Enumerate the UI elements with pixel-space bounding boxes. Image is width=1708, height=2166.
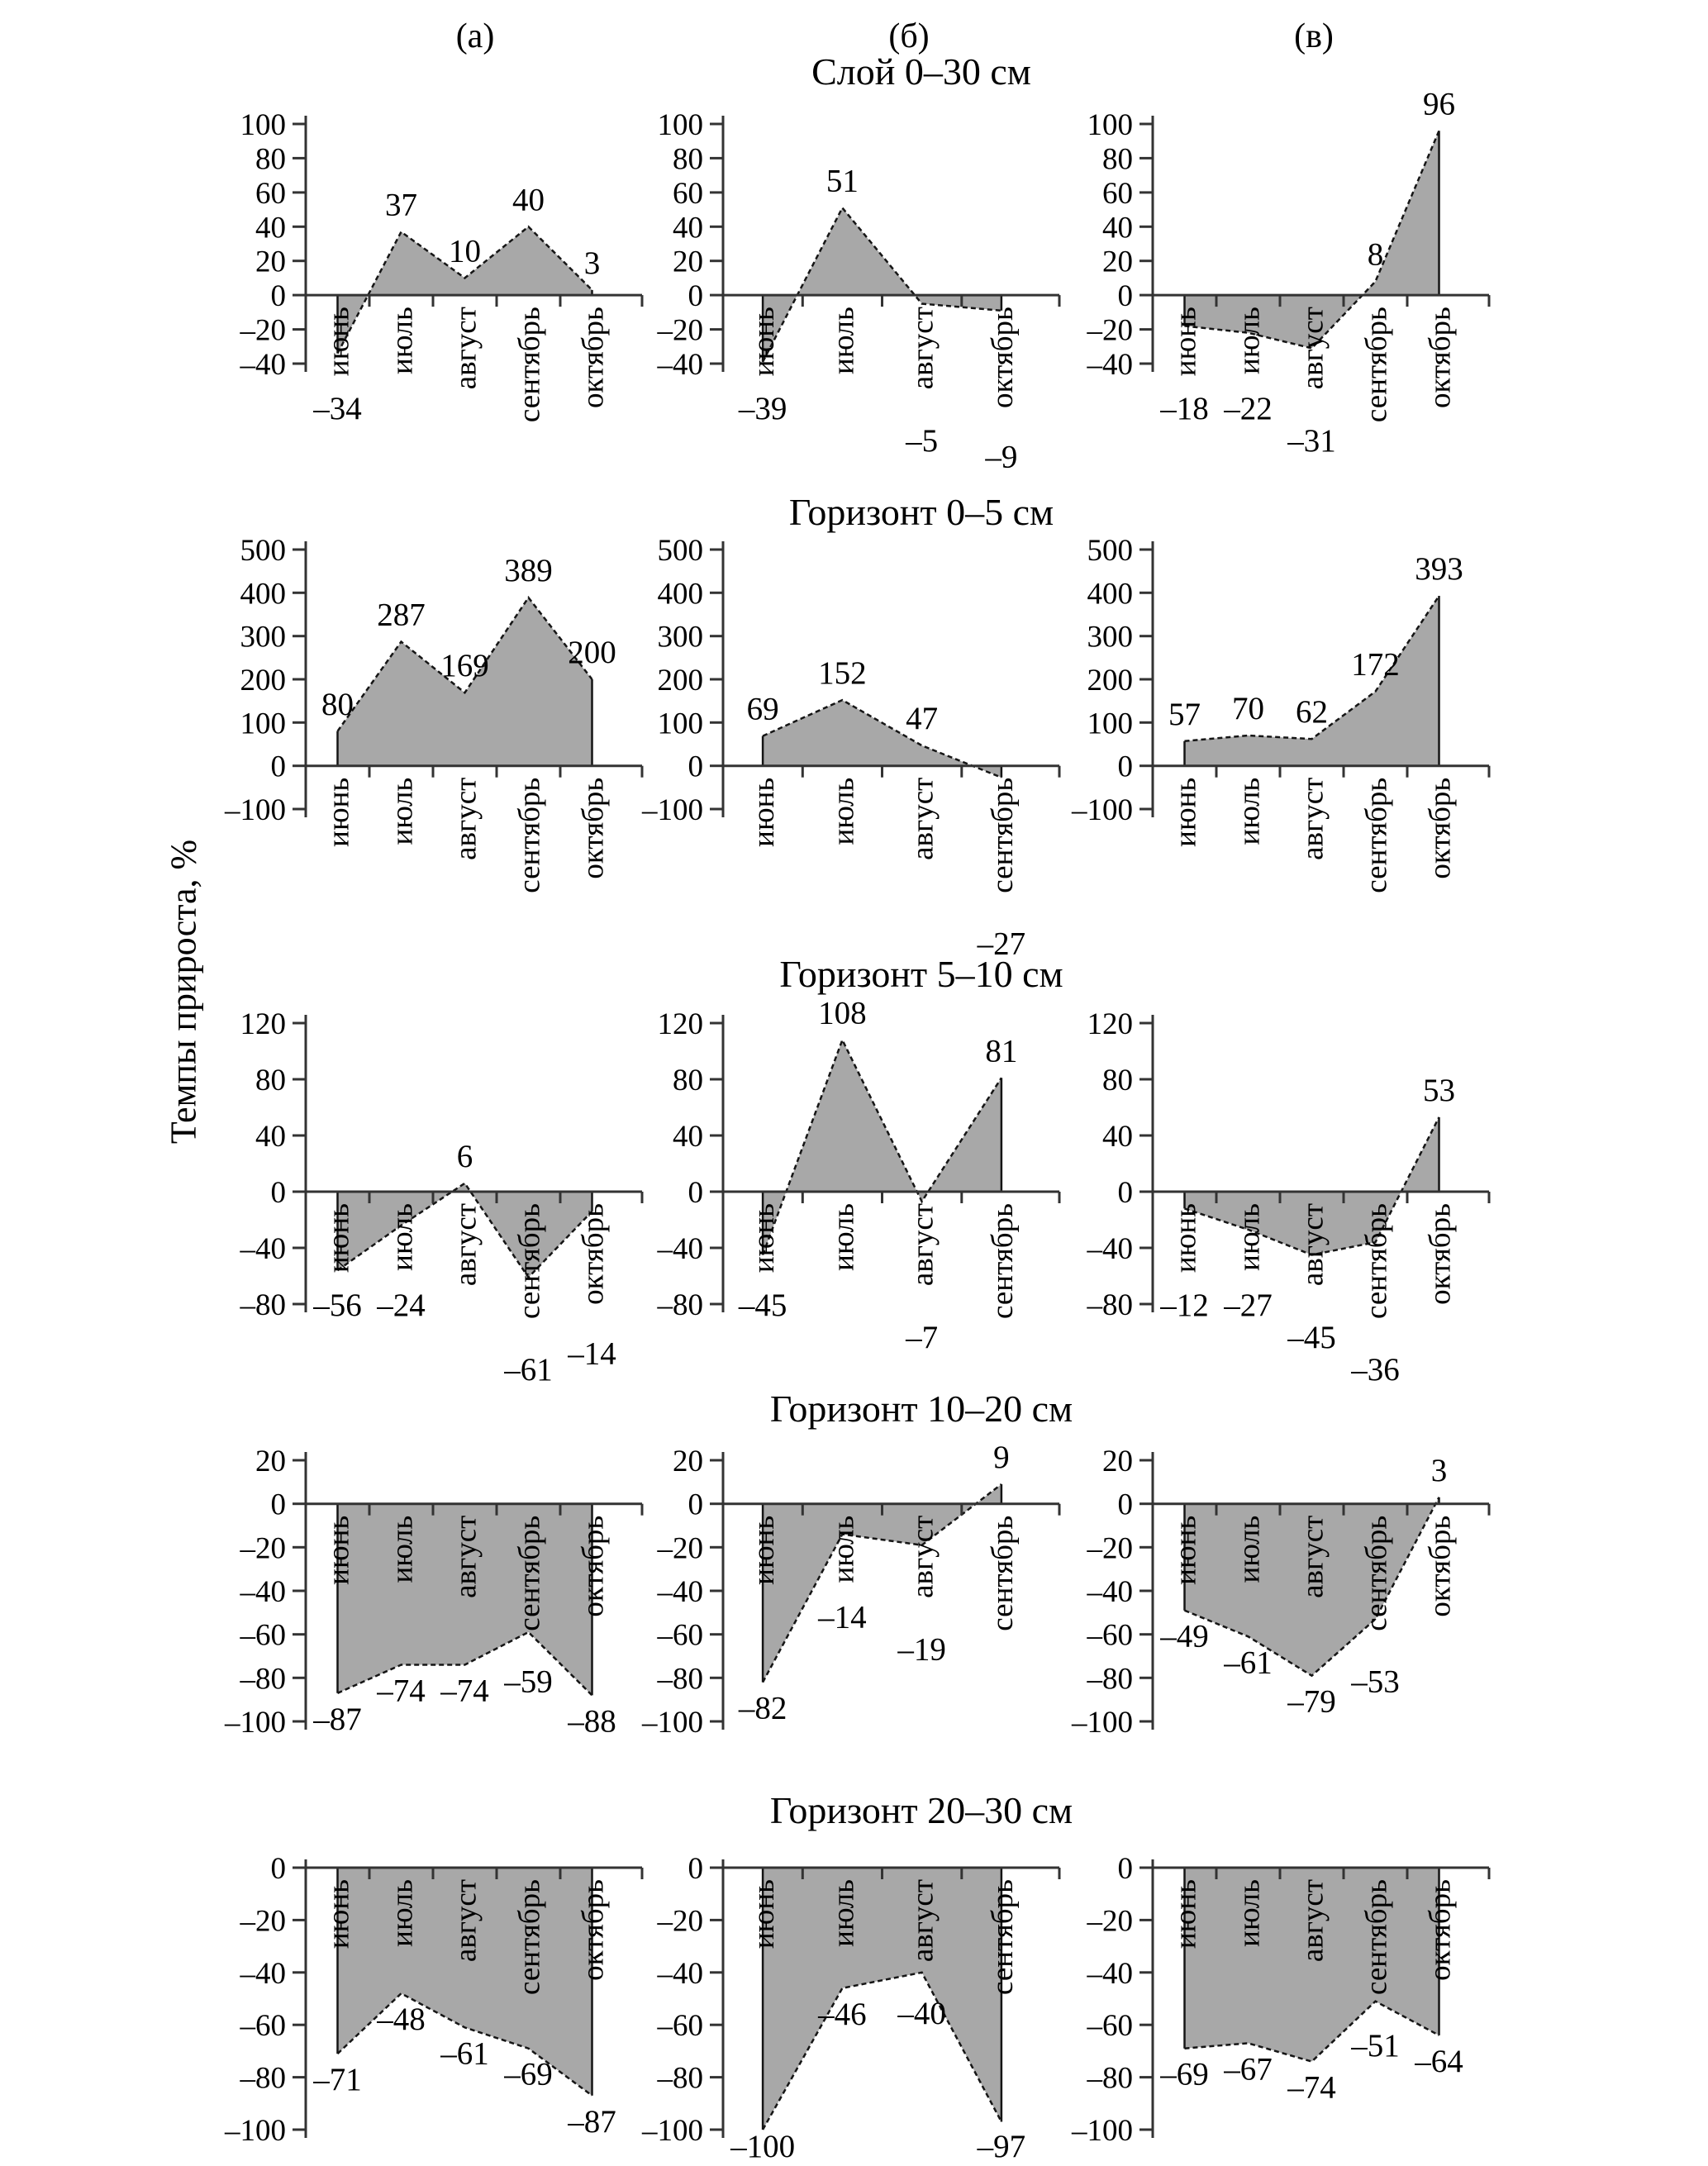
value-label: –88 — [568, 1703, 616, 1740]
y-tick-label: 100 — [657, 108, 703, 142]
y-tick-label: 40 — [673, 1120, 703, 1154]
panel-label-a: (а) — [455, 17, 495, 55]
x-tick-label: июнь — [747, 307, 782, 377]
y-tick-label: 400 — [240, 577, 286, 612]
x-tick-label: август — [906, 1879, 940, 1963]
y-tick-label: –100 — [642, 1706, 703, 1740]
value-label: –39 — [738, 391, 787, 427]
x-tick-label: сентябрь — [512, 777, 547, 893]
y-tick-label: –60 — [240, 1618, 286, 1653]
value-label: –31 — [1287, 423, 1336, 459]
x-tick-label: июль — [385, 307, 420, 374]
x-tick-label: сентябрь — [1359, 307, 1394, 423]
y-tick-label: 20 — [673, 245, 703, 279]
y-tick-label: 80 — [673, 142, 703, 177]
x-tick-label: октябрь — [1423, 1515, 1458, 1617]
y-tick-label: –100 — [642, 793, 703, 827]
area-fill — [1185, 596, 1439, 766]
x-tick-label: июнь — [1168, 1515, 1203, 1585]
area-fill — [763, 1040, 1001, 1254]
value-label: –45 — [1287, 1320, 1336, 1355]
x-tick-label: июнь — [321, 1515, 356, 1585]
y-tick-label: –40 — [657, 1575, 703, 1609]
y-tick-label: 20 — [673, 1445, 703, 1478]
y-tick-label: 100 — [240, 108, 286, 142]
y-tick-label: 40 — [255, 211, 286, 245]
value-label: 287 — [377, 597, 426, 633]
x-tick-label: август — [1296, 1879, 1330, 1963]
x-tick-label: июль — [1232, 307, 1267, 374]
chart-r5c2 — [624, 1822, 1120, 2166]
x-tick-label: июнь — [747, 1203, 782, 1273]
x-tick-label: июнь — [1168, 307, 1203, 377]
value-label: –74 — [1287, 2069, 1336, 2106]
value-label: 393 — [1415, 551, 1463, 587]
y-tick-label: 500 — [240, 534, 286, 568]
value-label: –87 — [568, 2103, 616, 2140]
y-tick-label: 100 — [1087, 108, 1133, 142]
y-tick-label: 80 — [1102, 1064, 1133, 1097]
value-label: –69 — [1160, 2056, 1209, 2092]
y-tick-label: 20 — [255, 245, 286, 279]
y-tick-label: –40 — [657, 1232, 703, 1266]
x-tick-label: август — [906, 777, 940, 860]
y-tick-label: 0 — [687, 279, 703, 314]
y-tick-label: 0 — [687, 1176, 703, 1210]
x-tick-label: июнь — [1168, 1879, 1203, 1949]
value-label: –40 — [897, 1996, 946, 2031]
x-tick-label: июнь — [321, 1203, 356, 1273]
value-label: –45 — [738, 1288, 787, 1323]
y-tick-label: 120 — [240, 1007, 286, 1041]
y-tick-label: –60 — [1087, 2009, 1133, 2044]
y-tick-label: –80 — [1087, 1662, 1133, 1697]
y-tick-label: –100 — [642, 2114, 703, 2148]
value-label: –24 — [377, 1288, 426, 1323]
y-tick-label: 60 — [1102, 176, 1133, 211]
y-tick-label: 100 — [657, 707, 703, 741]
value-label: –61 — [440, 2035, 489, 2072]
value-label: 8 — [1367, 236, 1384, 273]
y-tick-label: 120 — [657, 1007, 703, 1041]
panel-label-v: (в) — [1294, 17, 1334, 55]
y-tick-label: –100 — [1072, 1706, 1133, 1740]
value-label: –53 — [1351, 1664, 1400, 1700]
value-label: –79 — [1287, 1683, 1336, 1720]
x-tick-label: июль — [385, 1515, 420, 1583]
x-tick-label: июль — [826, 1203, 861, 1271]
y-tick-label: 0 — [687, 1852, 703, 1886]
value-label: –27 — [977, 926, 1026, 962]
y-tick-label: –40 — [240, 1956, 286, 1991]
value-label: –61 — [1224, 1645, 1273, 1681]
x-tick-label: июнь — [747, 1515, 782, 1585]
y-tick-label: 0 — [270, 279, 286, 314]
x-tick-label: октябрь — [1423, 777, 1458, 879]
x-tick-label: октябрь — [985, 307, 1020, 408]
x-tick-label: октябрь — [1423, 307, 1458, 408]
y-tick-label: –80 — [240, 1288, 286, 1322]
value-label: –69 — [504, 2056, 553, 2092]
x-tick-label: август — [1296, 777, 1330, 860]
y-tick-label: 20 — [1102, 1445, 1133, 1478]
chart-r2c2 — [624, 504, 1120, 1024]
x-tick-label: июль — [1232, 777, 1267, 845]
y-tick-label: 0 — [270, 1488, 286, 1522]
value-label: –12 — [1160, 1288, 1209, 1323]
y-tick-label: 0 — [1117, 1852, 1133, 1886]
x-tick-label: июнь — [1168, 1203, 1203, 1273]
y-tick-label: 0 — [687, 1488, 703, 1522]
y-tick-label: –40 — [240, 1232, 286, 1266]
y-tick-label: –20 — [1087, 1904, 1133, 1939]
value-label: 389 — [504, 553, 553, 589]
y-tick-label: –80 — [1087, 2061, 1133, 2096]
x-tick-label: сентябрь — [985, 1879, 1020, 1995]
y-tick-label: –100 — [1072, 2114, 1133, 2148]
value-label: 172 — [1351, 646, 1400, 683]
y-tick-label: –20 — [657, 1904, 703, 1939]
value-label: 3 — [1430, 1452, 1448, 1488]
x-tick-label: июнь — [747, 777, 782, 847]
y-tick-label: 80 — [255, 1064, 286, 1097]
x-tick-label: июнь — [747, 1879, 782, 1949]
x-tick-label: сентябрь — [1359, 777, 1394, 893]
y-tick-label: 80 — [255, 142, 286, 177]
x-tick-label: сентябрь — [1359, 1203, 1394, 1319]
value-label: –51 — [1351, 2028, 1400, 2064]
y-tick-label: 100 — [240, 707, 286, 741]
value-label: 81 — [985, 1033, 1018, 1069]
value-label: 57 — [1168, 696, 1201, 732]
value-label: 47 — [906, 701, 939, 737]
y-tick-label: –80 — [240, 1662, 286, 1697]
x-tick-label: август — [1296, 307, 1330, 390]
x-tick-label: июль — [826, 777, 861, 845]
x-tick-label: август — [906, 1203, 940, 1287]
value-label: 51 — [825, 163, 859, 199]
y-tick-label: –60 — [657, 2009, 703, 2044]
area-fill — [763, 208, 1001, 362]
x-tick-label: июль — [385, 1203, 420, 1271]
x-tick-label: июль — [1232, 1515, 1267, 1583]
y-tick-label: –20 — [240, 1904, 286, 1939]
y-tick-label: –40 — [240, 348, 286, 382]
y-axis-title: Темпы прироста, % — [163, 839, 204, 1145]
value-label: –14 — [818, 1599, 867, 1635]
x-tick-label: октябрь — [576, 1203, 611, 1305]
value-label: –48 — [377, 2002, 426, 2038]
area-fill — [763, 1868, 1001, 2130]
x-tick-label: октябрь — [1423, 1203, 1458, 1305]
x-tick-label: август — [449, 777, 483, 860]
y-tick-label: 40 — [1102, 1120, 1133, 1154]
value-label: 96 — [1423, 86, 1455, 122]
x-tick-label: сентябрь — [985, 1515, 1020, 1631]
value-label: –34 — [313, 391, 362, 427]
y-tick-label: 100 — [1087, 707, 1133, 741]
value-label: 37 — [385, 187, 417, 223]
y-tick-label: –80 — [240, 2061, 286, 2096]
value-label: –7 — [906, 1320, 939, 1355]
y-tick-label: 0 — [270, 1852, 286, 1886]
value-label: 53 — [1423, 1072, 1455, 1108]
y-tick-label: 120 — [1087, 1007, 1133, 1041]
value-label: 200 — [568, 635, 616, 670]
x-tick-label: октябрь — [576, 1515, 611, 1617]
y-tick-label: 40 — [1102, 211, 1133, 245]
y-tick-label: 0 — [270, 750, 286, 784]
value-label: 10 — [449, 233, 481, 269]
y-tick-label: 0 — [1117, 750, 1133, 784]
y-tick-label: 300 — [1087, 620, 1133, 655]
y-tick-label: 20 — [1102, 245, 1133, 279]
row-title-horizon-0-5: Горизонт 0–5 см — [788, 491, 1054, 533]
x-tick-label: июнь — [1168, 777, 1203, 847]
y-tick-label: 40 — [255, 1120, 286, 1154]
y-tick-label: 0 — [687, 750, 703, 784]
value-label: –5 — [906, 423, 939, 459]
value-label: –82 — [738, 1690, 787, 1726]
value-label: –49 — [1160, 1618, 1209, 1654]
panel-label-b: (б) — [888, 17, 930, 55]
x-tick-label: июль — [1232, 1879, 1267, 1947]
y-tick-label: 200 — [240, 664, 286, 697]
value-label: 6 — [456, 1138, 473, 1174]
y-tick-label: –100 — [1072, 793, 1133, 827]
value-label: 69 — [746, 691, 779, 727]
y-tick-label: 200 — [657, 664, 703, 697]
y-tick-label: 400 — [1087, 577, 1133, 612]
y-tick-label: –20 — [657, 313, 703, 348]
x-tick-label: сентябрь — [985, 777, 1020, 893]
x-tick-label: сентябрь — [512, 1879, 547, 1995]
x-tick-label: июль — [385, 1879, 420, 1947]
x-tick-label: август — [1296, 1203, 1330, 1287]
y-tick-label: 20 — [255, 1445, 286, 1478]
x-tick-label: июнь — [321, 1879, 356, 1949]
value-label: –22 — [1224, 391, 1273, 427]
value-label: –74 — [377, 1673, 426, 1709]
value-label: 9 — [993, 1440, 1010, 1475]
value-label: 152 — [818, 655, 867, 692]
y-tick-label: –20 — [240, 1531, 286, 1566]
value-label: –64 — [1415, 2043, 1463, 2079]
value-label: –59 — [504, 1664, 553, 1700]
value-label: –87 — [313, 1701, 362, 1737]
y-tick-label: –40 — [1087, 1956, 1133, 1991]
y-tick-label: –60 — [657, 1618, 703, 1653]
y-tick-label: –80 — [657, 2061, 703, 2096]
value-label: –74 — [440, 1673, 489, 1709]
x-tick-label: июнь — [321, 777, 356, 847]
value-label: –71 — [313, 2062, 362, 2098]
y-tick-label: –40 — [657, 1956, 703, 1991]
y-tick-label: 0 — [270, 1176, 286, 1210]
x-tick-label: август — [906, 1515, 940, 1598]
x-tick-label: август — [449, 307, 483, 390]
chart-r5c3 — [1054, 1822, 1549, 2166]
value-label: –56 — [313, 1288, 362, 1323]
y-tick-label: 0 — [1117, 1488, 1133, 1522]
value-label: –19 — [897, 1631, 946, 1668]
x-tick-label: сентябрь — [512, 1515, 547, 1631]
x-tick-label: август — [449, 1515, 483, 1598]
x-tick-label: июль — [1232, 1203, 1267, 1271]
row-title-layer-0-30: Слой 0–30 см — [811, 50, 1031, 93]
y-tick-label: –20 — [1087, 1531, 1133, 1566]
y-tick-label: –40 — [1087, 1232, 1133, 1266]
y-tick-label: 60 — [255, 176, 286, 211]
x-tick-label: август — [449, 1203, 483, 1287]
y-tick-label: –40 — [1087, 1575, 1133, 1609]
x-tick-label: август — [1296, 1515, 1330, 1598]
y-tick-label: 80 — [1102, 142, 1133, 177]
chart-r2c3 — [1054, 504, 1549, 1024]
value-label: –18 — [1160, 391, 1209, 427]
x-tick-label: июль — [826, 1515, 861, 1583]
x-tick-label: сентябрь — [512, 307, 547, 423]
value-label: 80 — [321, 686, 354, 722]
y-tick-label: –100 — [225, 1706, 286, 1740]
row-title-horizon-20-30: Горизонт 20–30 см — [769, 1789, 1073, 1831]
y-tick-label: 0 — [1117, 279, 1133, 314]
value-label: –100 — [730, 2129, 796, 2164]
y-tick-label: 500 — [657, 534, 703, 568]
y-tick-label: 400 — [657, 577, 703, 612]
y-tick-label: –40 — [240, 1575, 286, 1609]
x-tick-label: сентябрь — [1359, 1879, 1394, 1995]
y-tick-label: 80 — [673, 1064, 703, 1097]
value-label: 169 — [440, 648, 489, 684]
x-tick-label: июль — [826, 1879, 861, 1947]
x-tick-label: сентябрь — [985, 1203, 1020, 1319]
x-tick-label: сентябрь — [512, 1203, 547, 1319]
value-label: –9 — [985, 439, 1018, 475]
x-tick-label: октябрь — [576, 307, 611, 408]
value-label: –14 — [568, 1335, 616, 1372]
x-tick-label: октябрь — [576, 1879, 611, 1981]
value-label: –27 — [1224, 1288, 1273, 1323]
value-label: –61 — [504, 1352, 553, 1388]
y-tick-label: 60 — [673, 176, 703, 211]
y-tick-label: –20 — [657, 1531, 703, 1566]
x-tick-label: октябрь — [576, 777, 611, 879]
x-tick-label: июль — [826, 307, 861, 374]
y-tick-label: –40 — [1087, 348, 1133, 382]
y-tick-label: –40 — [657, 348, 703, 382]
y-tick-label: –60 — [1087, 1618, 1133, 1653]
x-tick-label: октябрь — [1423, 1879, 1458, 1981]
y-tick-label: 0 — [1117, 1176, 1133, 1210]
value-label: –97 — [977, 2129, 1026, 2164]
x-tick-label: август — [906, 307, 940, 390]
y-tick-label: 300 — [240, 620, 286, 655]
value-label: 62 — [1296, 694, 1328, 731]
y-tick-label: –100 — [225, 793, 286, 827]
y-tick-label: –20 — [240, 313, 286, 348]
y-tick-label: –80 — [1087, 1288, 1133, 1322]
value-label: –67 — [1224, 2051, 1273, 2087]
x-tick-label: июль — [385, 777, 420, 845]
value-label: 40 — [512, 182, 545, 218]
row-title-horizon-10-20: Горизонт 10–20 см — [769, 1388, 1073, 1430]
value-label: –46 — [818, 1996, 867, 2032]
y-tick-label: –60 — [240, 2009, 286, 2044]
y-tick-label: 200 — [1087, 664, 1133, 697]
y-tick-label: –100 — [225, 2114, 286, 2148]
value-label: 108 — [818, 995, 867, 1031]
y-tick-label: –80 — [657, 1288, 703, 1322]
y-tick-label: –80 — [657, 1662, 703, 1697]
value-label: 3 — [583, 245, 601, 281]
x-tick-label: август — [449, 1879, 483, 1963]
x-tick-label: июнь — [321, 307, 356, 377]
value-label: 70 — [1232, 691, 1264, 726]
y-tick-label: 300 — [657, 620, 703, 655]
y-tick-label: 500 — [1087, 534, 1133, 568]
x-tick-label: сентябрь — [1359, 1515, 1394, 1631]
y-tick-label: –20 — [1087, 313, 1133, 348]
row-title-horizon-5-10: Горизонт 5–10 см — [779, 953, 1063, 995]
value-label: –36 — [1351, 1352, 1400, 1388]
y-tick-label: 40 — [673, 211, 703, 245]
